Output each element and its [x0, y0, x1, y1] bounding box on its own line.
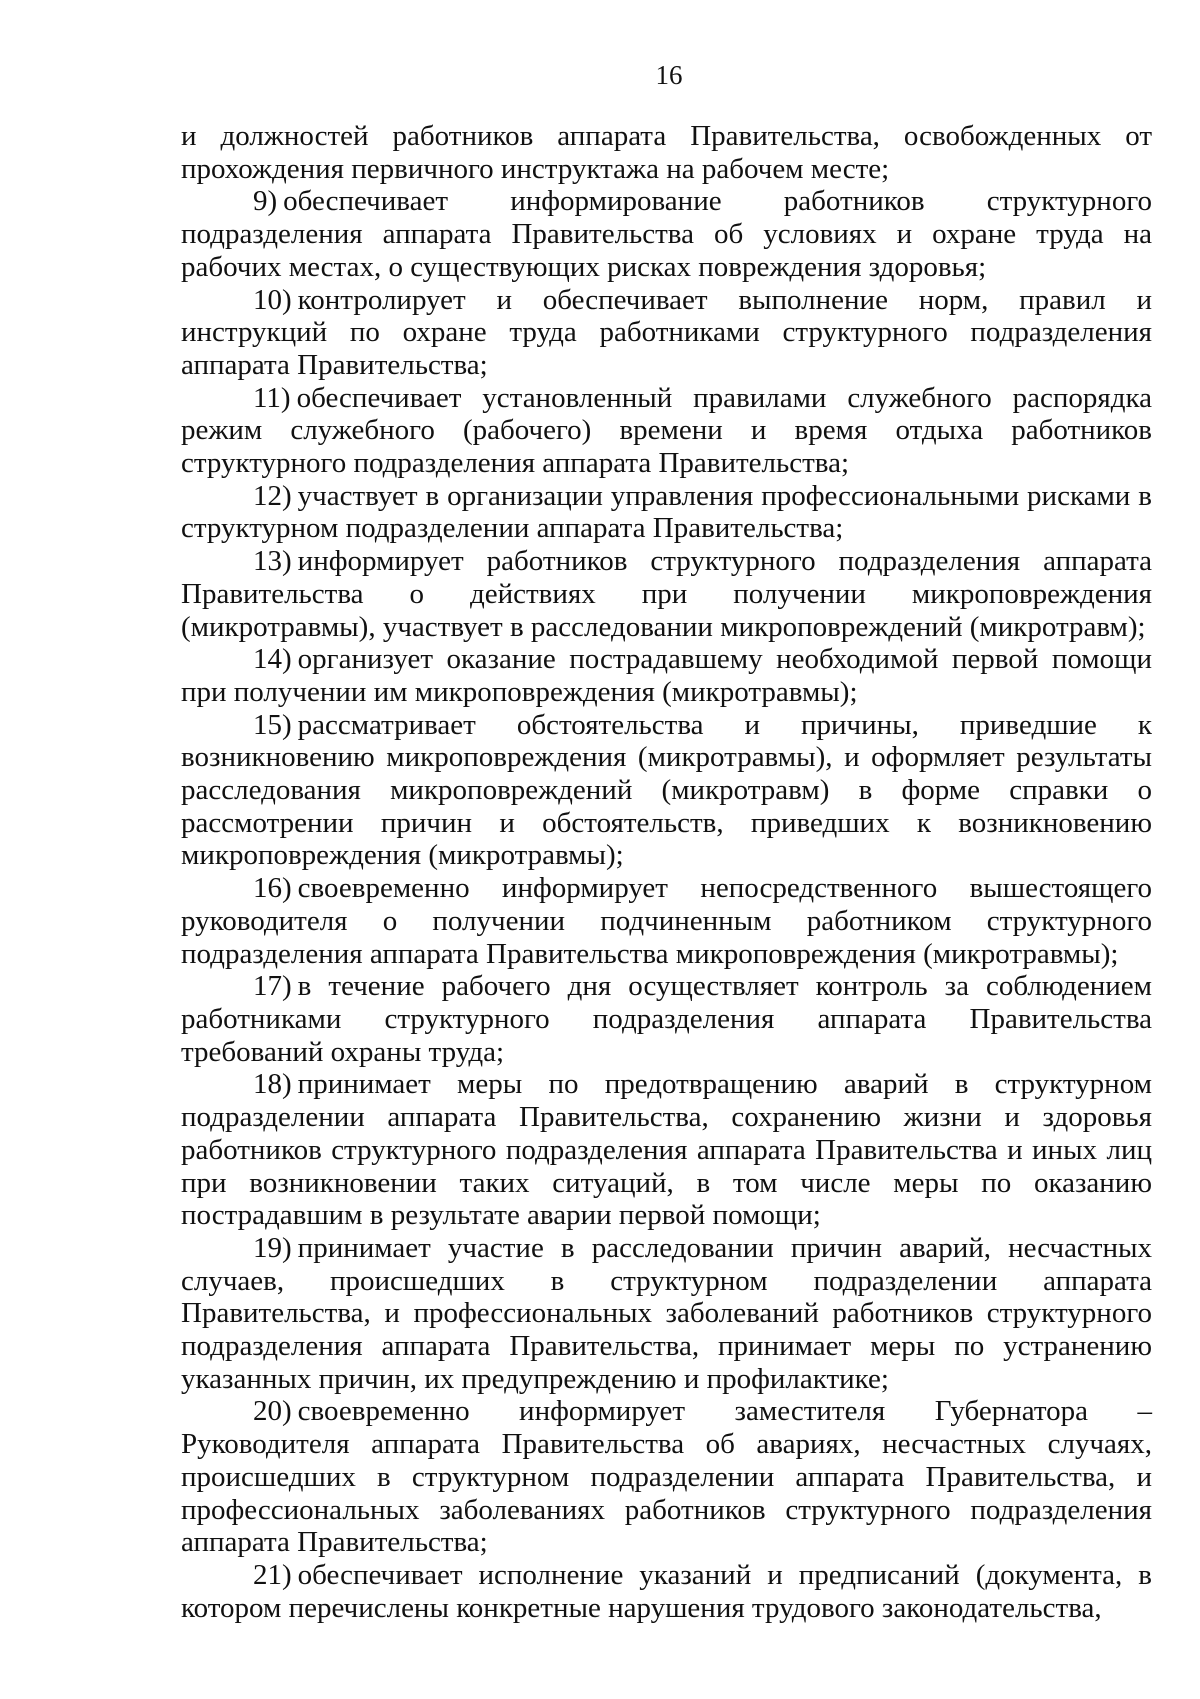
item-number: 9) [253, 185, 278, 218]
list-item-20 [181, 1395, 1152, 1559]
paragraph-continuation [181, 120, 1152, 185]
list-item-9 [181, 185, 1152, 283]
list-item-10 [181, 284, 1152, 382]
paragraph-text: своевременно информирует непосредственного вышестоящего руководителя о получении подчиненным работником структурного подразделения аппарата Правительства микроповреждения (микротравмы); [181, 872, 1152, 970]
list-item-14 [181, 643, 1152, 708]
item-number: 17) [253, 970, 292, 1003]
item-number: 11) [253, 381, 291, 414]
paragraph-text: своевременно информирует заместителя Губернатора – Руководителя аппарата Правительства об авариях, несчастных случаях, происшедших в структурном подразделении аппарата Правительства, и профессиональных заболеваниях работников структурного подразделения аппарата Правительства; [181, 1395, 1152, 1559]
item-number: 19) [253, 1231, 292, 1264]
paragraph-text: и должностей работников аппарата Правительства, освобожденных от прохождения первичного инструктажа на рабочем месте; [181, 120, 1152, 185]
paragraph-text: рассматривает обстоятельства и причины, приведшие к возникновению микроповреждения (микротравмы), и оформляет результаты расследования микроповреждений (микротравм) в форме справки о рассмотрении причин и обстоятельств, приведших к возникновению микроповреждения (микротравмы); [181, 708, 1152, 872]
paragraph-text: принимает меры по предотвращению аварий в структурном подразделении аппарата Правительства, сохранению жизни и здоровья работников структурного подразделения аппарата Правительства и иных лиц при возникновении таких ситуаций, в том числе меры по оказанию пострадавшим в результате аварии первой помощи; [181, 1068, 1152, 1232]
paragraph-text: обеспечивает исполнение указаний и предписаний (документа, в котором перечислены конкретные нарушения трудового законодательства, [181, 1558, 1152, 1624]
list-item-16 [181, 872, 1152, 970]
item-number: 20) [253, 1395, 292, 1428]
page-number: 16 [655, 60, 683, 90]
paragraph-text: информирует работников структурного подразделения аппарата Правительства о действиях при получении микроповреждения (микротравмы), участвует в расследовании микроповреждений (микротравм); [181, 545, 1152, 643]
document-body [181, 120, 1152, 1624]
paragraph-text: участвует в организации управления профессиональными рисками в структурном подразделении аппарата Правительства; [181, 479, 1152, 545]
list-item-13 [181, 545, 1152, 643]
paragraph-text: контролирует и обеспечивает выполнение норм, правил и инструкций по охране труда работниками структурного подразделения аппарата Правительства; [181, 283, 1152, 381]
list-item-11 [181, 382, 1152, 480]
list-item-15 [181, 709, 1152, 873]
list-item-19 [181, 1232, 1152, 1396]
list-item-18 [181, 1068, 1152, 1232]
item-number: 13) [253, 545, 292, 578]
paragraph-text: организует оказание пострадавшему необходимой первой помощи при получении им микроповреждения (микротравмы); [181, 643, 1152, 708]
item-number: 12) [253, 479, 292, 512]
paragraph-text: в течение рабочего дня осуществляет контроль за соблюдением работниками структурного подразделения аппарата Правительства требований охраны труда; [181, 970, 1152, 1068]
item-number: 21) [253, 1558, 292, 1591]
paragraph-text: принимает участие в расследовании причин аварий, несчастных случаев, происшедших в структурном подразделении аппарата Правительства, и профессиональных заболеваний работников структурного подразделения аппарата Правительства, принимает меры по устранению указанных причин, их предупреждению и профилактике; [181, 1231, 1152, 1395]
list-item-21 [181, 1559, 1152, 1624]
item-number: 16) [253, 872, 292, 905]
paragraph-text: обеспечивает установленный правилами служебного распорядка режим служебного (рабочего) времени и время отдыха работников структурного подразделения аппарата Правительства; [181, 381, 1152, 480]
list-item-17 [181, 970, 1152, 1068]
list-item-12 [181, 480, 1152, 545]
item-number: 14) [253, 643, 292, 676]
item-number: 18) [253, 1068, 292, 1101]
paragraph-text: обеспечивает информирование работников структурного подразделения аппарата Правительства об условиях и охране труда на рабочих местах, о существующих рисках повреждения здоровья; [181, 185, 1152, 283]
item-number: 10) [253, 283, 292, 316]
item-number: 15) [253, 708, 292, 741]
